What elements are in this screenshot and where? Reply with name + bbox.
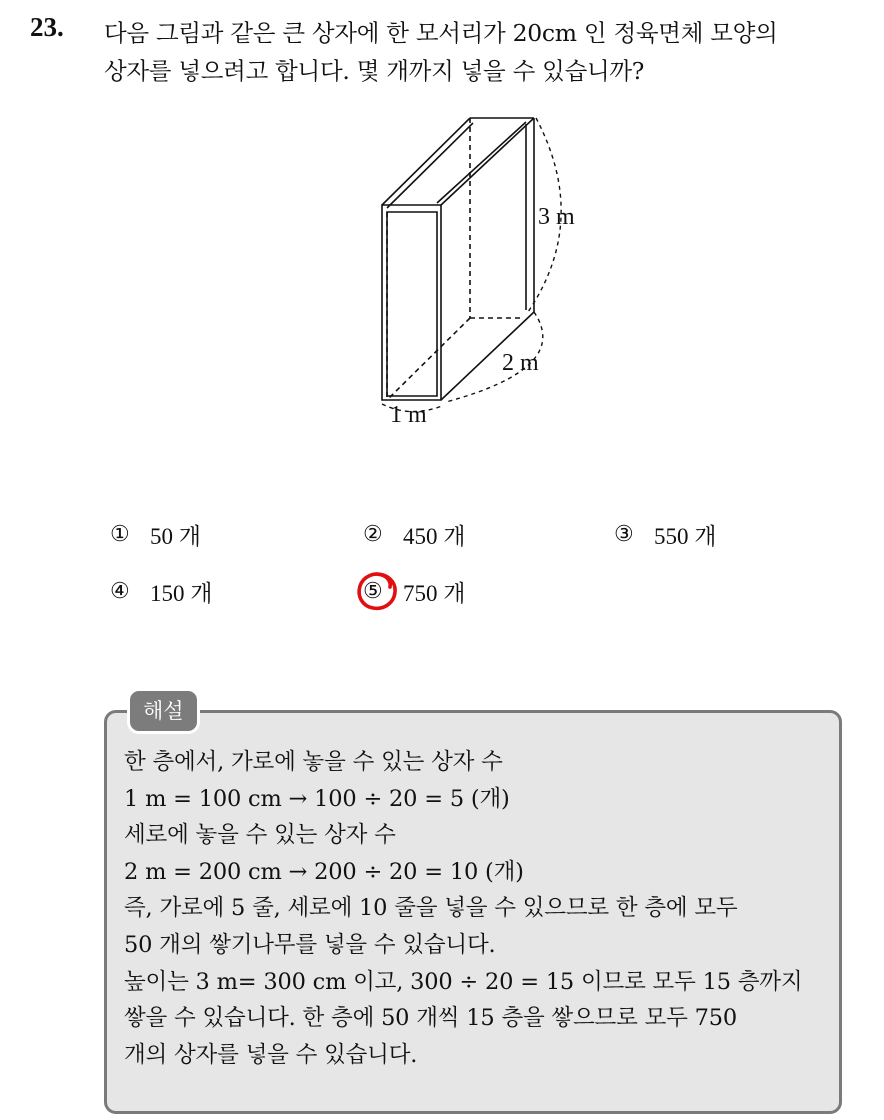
front-face-outer [382, 205, 441, 400]
explanation-tag: 해설 [127, 688, 200, 734]
choice-number: ① [110, 522, 130, 547]
answer-mark-stroke [359, 574, 395, 608]
choice-1[interactable] [110, 518, 201, 551]
choice-text: 450 개 [403, 524, 466, 549]
choice-number: ④ [110, 579, 130, 604]
question-line: 다음 그림과 같은 큰 상자에 한 모서리가 20cm 인 정육면체 모양의 [104, 19, 778, 47]
box-diagram [360, 100, 600, 440]
choice-number: ⑤ [363, 579, 383, 604]
box-figure [360, 100, 600, 440]
top-edge-left-inner [387, 123, 473, 208]
choice-text: 550 개 [654, 524, 717, 549]
top-edge-right-inner [437, 122, 526, 203]
question-line: 상자를 넣으려고 합니다. 몇 개까지 넣을 수 있습니까? [104, 57, 645, 85]
choice-text: 150 개 [150, 581, 213, 606]
answer-mark-icon [352, 565, 402, 615]
explanation-line: 2 m = 200 cm → 200 ÷ 20 = 10 (개) [124, 858, 524, 885]
explanation-line: 한 층에서, 가로에 놓을 수 있는 상자 수 [124, 749, 503, 775]
choice-4[interactable] [110, 575, 212, 608]
choice-3[interactable] [614, 518, 716, 551]
choice-number: ② [363, 522, 383, 547]
hidden-edge [387, 318, 470, 400]
explanation-text [124, 744, 834, 1073]
choice-number: ③ [614, 522, 634, 547]
explanation-line: 쌓을 수 있습니다. 한 층에 50 개씩 15 층을 쌓으므로 모두 750 [124, 1005, 737, 1032]
explanation-line: 세로에 놓을 수 있는 상자 수 [124, 822, 396, 849]
front-face-inner [387, 212, 437, 396]
choice-text: 750 개 [403, 581, 466, 606]
explanation-line: 1 m = 100 cm → 100 ÷ 20 = 5 (개) [124, 785, 510, 812]
top-edge-left [382, 118, 470, 205]
explanation-line: 즉, 가로에 5 줄, 세로에 10 줄을 넣을 수 있으므로 한 층에 모두 [124, 895, 738, 922]
choice-2[interactable] [363, 518, 465, 551]
label-width: 1 m [390, 402, 427, 428]
label-depth: 2 m [502, 350, 539, 376]
question-number: 23. [30, 12, 64, 42]
top-edge-right [441, 118, 534, 205]
label-height: 3 m [538, 204, 575, 230]
explanation-line: 개의 상자를 넣을 수 있습니다. [124, 1041, 418, 1068]
explanation-line: 높이는 3 m= 300 cm 이고, 300 ÷ 20 = 15 이므로 모두 15 층까지 [124, 968, 803, 995]
choice-text: 50 개 [150, 524, 201, 549]
question-text [104, 14, 874, 90]
explanation-line: 50 개의 쌓기나무를 넣을 수 있습니다. [124, 931, 496, 958]
